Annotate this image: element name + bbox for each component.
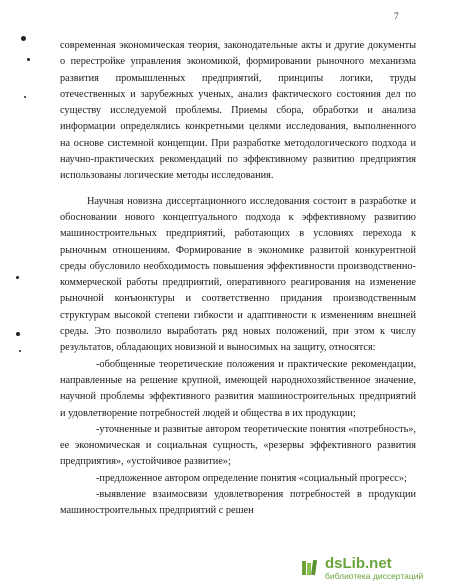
text-line: отечественных и зарубежных ученых, анализ фактического состояния дел по	[60, 88, 416, 100]
text-line: Научная новизна диссертационного исследования состоит в разработке и	[87, 195, 416, 207]
text-line: -предложенное автором определение понятия «социальный прогресс»;	[96, 472, 407, 484]
text-line: информации определялись конкретными целями исследования, выполненного	[60, 121, 416, 133]
text-line: рыночным отношениям. Формирование в экономике развитой конкурентной	[60, 244, 416, 256]
text-line: структурам высокой степени гибкости и адаптивности к изменениям внешней	[60, 309, 416, 321]
book-stack-icon	[300, 558, 320, 578]
text-line: машиностроительных предприятий, работающих в условиях перехода к	[60, 228, 416, 240]
page-number: 7	[394, 12, 399, 22]
list-item	[60, 357, 416, 422]
scan-speck	[16, 276, 19, 279]
text-line: и удовлетворение потребностей людей и общества в их продукции;	[60, 407, 356, 419]
text-line: -обобщенные теоретические положения и практические рекомендации,	[96, 358, 416, 370]
text-line: -выявление взаимосвязи удовлетворения потребностей в продукции	[96, 489, 416, 501]
text-line: обосновании нового концептуального подхода к эффективному развитию	[60, 211, 416, 223]
scan-speck	[24, 96, 26, 98]
list-item	[60, 422, 416, 471]
text-line: рыночной конъюнктуры и соответственно придания производственным	[60, 293, 416, 305]
list-item	[60, 487, 416, 520]
text-line: развития промышленных предприятий, принципы логики, труды	[60, 72, 416, 84]
text-line: среды. Это позволило выработать ряд новых положений, при этом к числу	[60, 326, 416, 338]
text-line: -уточненные и развитые автором теоретические понятия «потребность»,	[96, 423, 416, 435]
text-line: использованы логические методы исследования.	[60, 170, 274, 182]
text-line: научно-практических рекомендаций по эффективному развитию предприятия	[60, 154, 416, 166]
text-line: научной проблемы эффективного развития машиностроительных предприятий	[60, 391, 416, 403]
scan-speck	[19, 350, 21, 352]
scan-speck	[16, 332, 20, 336]
scan-speck	[27, 58, 30, 61]
watermark-subtitle: библиотека диссертаций	[325, 570, 424, 581]
text-line: предприятия», «устойчивое развитие»;	[60, 456, 231, 468]
text-line: машиностроительных предприятий с решен	[60, 505, 254, 517]
site-watermark[interactable]	[296, 554, 450, 582]
text-line: направленные на решение крупной, имеющей народнохозяйственное значение,	[60, 374, 416, 386]
text-line: существу исследуемой проблемы. Приемы сбора, обработки и анализа	[60, 105, 416, 117]
text-line: современная экономическая теория, законодательные акты и другие документы	[60, 40, 416, 51]
text-line: среды обусловило необходимость повышения эффективности производственно-	[60, 260, 416, 272]
list-item	[60, 471, 416, 487]
watermark-brand: dsLib.net	[325, 554, 392, 572]
body-text	[60, 38, 416, 520]
text-line: о перестройке управления экономикой, формировании рыночного механизма	[60, 56, 416, 68]
paragraph	[60, 194, 416, 357]
text-line: на основе системной концепции. При разработке методологического подхода и	[60, 137, 416, 149]
text-line: коммерческой работы предприятий, оперативного реагирования на изменение	[60, 277, 416, 289]
text-line: результатов, обладающих новизной и выносимых на защиту, относятся:	[60, 342, 376, 354]
paragraph	[60, 38, 416, 185]
text-line: ее экономическая и социальная сущность, «резервы эффективного развития	[60, 440, 416, 452]
scan-speck	[21, 36, 26, 41]
